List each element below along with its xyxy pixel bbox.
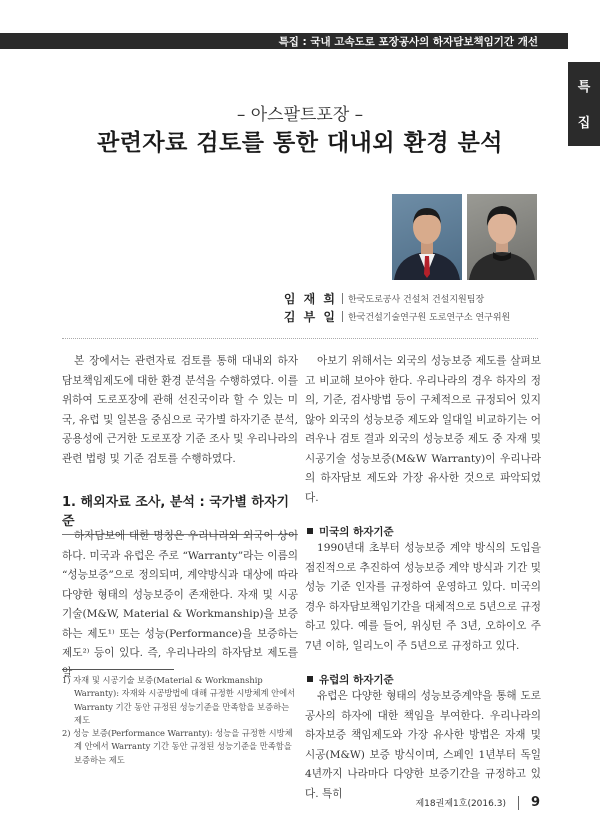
author-photo-2	[467, 194, 537, 280]
author-entry	[284, 307, 538, 325]
section-paragraph: 하자담보에 대한 명칭은 우리나라와 외국이 상이하다. 미국과 유럽은 주로 “Warranty”라는 이름의 “성능보증”으로 정의되며, 계약방식과 대상에 따라 다양한 형태의 성능보증이 존재한다. 자재 및 시공기술(M&W, Material & Workmanship)을 보증하는 제도¹⁾ 또는 성능(Performance)을 보증하는 제도²⁾ 등이 있다. 즉, 우리나라의 하자담보 제도를 알	[62, 530, 298, 679]
subsection-heading-eu	[305, 672, 541, 687]
author-entry	[284, 289, 538, 307]
eu-heading-text: 유럽의 하자기준	[319, 674, 394, 686]
dotted-divider	[62, 338, 538, 339]
right-column	[305, 352, 541, 804]
subsection-heading-us	[305, 524, 541, 539]
author-affiliation: 한국도로공사 건설처 건설지원팀장	[348, 294, 485, 305]
footnote: 1) 자재 및 시공기술 보증(Material & Workmanship Warranty): 자재와 시공방법에 대해 규정한 시방체계 안에서 Warranty 기간 동안 규정된 성능기준을 만족함을 보증하는 제도	[62, 675, 296, 725]
article-title: 관련자료 검토를 통한 대내외 환경 분석	[96, 130, 504, 156]
right-intro-paragraph: 아보기 위해서는 외국의 성능보증 제도를 살펴보고 비교해 보아야 한다. 우리나라의 경우 하자의 정의, 기준, 검사방법 등이 구체적으로 규정되어 있지 않아 외국의 성능보증 제도와 일대일 비교하기는 어려우나 검토 결과 외국의 성능보증 제도 중 자재 및 시공기술 성능보증(M&W Warranty)이 우리나라의 하자담보 제도와 가장 유사한 것으로 파악되었다.	[305, 355, 541, 504]
footnote: 2) 성능 보증(Performance Warranty): 성능을 규정한 시방체계 안에서 Warranty 기간 동안 규정된 성능기준을 만족함을 보증하는 제도	[62, 728, 293, 765]
author-separator	[342, 293, 343, 304]
left-column	[62, 352, 298, 469]
author-separator	[342, 311, 343, 322]
eu-paragraph: 유럽은 다양한 형태의 성능보증계약을 통해 도로공사의 하자에 대한 책임을 부여한다. 우리나라의 하자보증 책임제도와 가장 유사한 방법은 자재 및 시공(M&W) 보증 방식이며, 스페인 1년부터 독일 4년까지 나라마다 다양한 보증기간을 규정하고 있다. 특히	[305, 690, 541, 800]
intro-paragraph: 본 장에서는 관련자료 검토를 통해 대내외 하자담보책임제도에 대한 환경 분석을 수행하였다. 이를 위하여 도로포장에 관해 선진국이라 할 수 있는 미국, 유럽 및 일본을 중심으로 국가별 하자기준 분석, 공용성에 근거한 도로포장 기준 조사 및 우리나라의 관련 법령 및 기준 검토를 수행하였다.	[62, 355, 298, 465]
footnotes	[62, 674, 298, 767]
footnote-rule	[62, 669, 174, 670]
side-tab-char-1: 특	[577, 80, 591, 95]
us-heading-text: 미국의 하자기준	[319, 526, 394, 538]
issue-info: 제18권제1호(2016.3)	[415, 799, 506, 809]
side-tab-char-2: 집	[577, 116, 591, 131]
section-heading: 1. 해외자료 조사, 분석 : 국가별 하자기준	[62, 491, 298, 535]
article-subtitle: – 아스팔트포장 –	[236, 105, 364, 125]
author-name: 임 재 희	[283, 291, 337, 306]
header-banner	[0, 33, 568, 49]
banner-text: 특집 : 국내 고속도로 포장공사의 하자담보책임기간 개선	[278, 36, 538, 48]
square-bullet-icon	[307, 676, 313, 682]
page-footer	[415, 795, 540, 810]
author-affiliation: 한국건설기술연구원 도로연구소 연구위원	[348, 312, 511, 323]
author-name: 김 부 일	[283, 309, 337, 324]
square-bullet-icon	[307, 528, 313, 534]
page-number: 9	[530, 795, 540, 810]
author-list	[284, 289, 538, 325]
footer-separator	[518, 796, 519, 810]
author-photo-1	[392, 194, 462, 280]
left-column-body	[62, 527, 298, 683]
us-paragraph: 1990년대 초부터 성능보증 계약 방식의 도입을 점진적으로 추진하여 성능보증 계약 방식과 기간 및 성능 기준 인자를 규정하여 운영하고 있다. 미국의 경우 하자담보책임기간을 대체적으로 5년으로 규정하고 있다. 예를 들어, 위싱턴 주 3년, 오하이오 주 7년 이하, 일리노이 주 5년으로 규정하고 있다.	[305, 542, 541, 652]
